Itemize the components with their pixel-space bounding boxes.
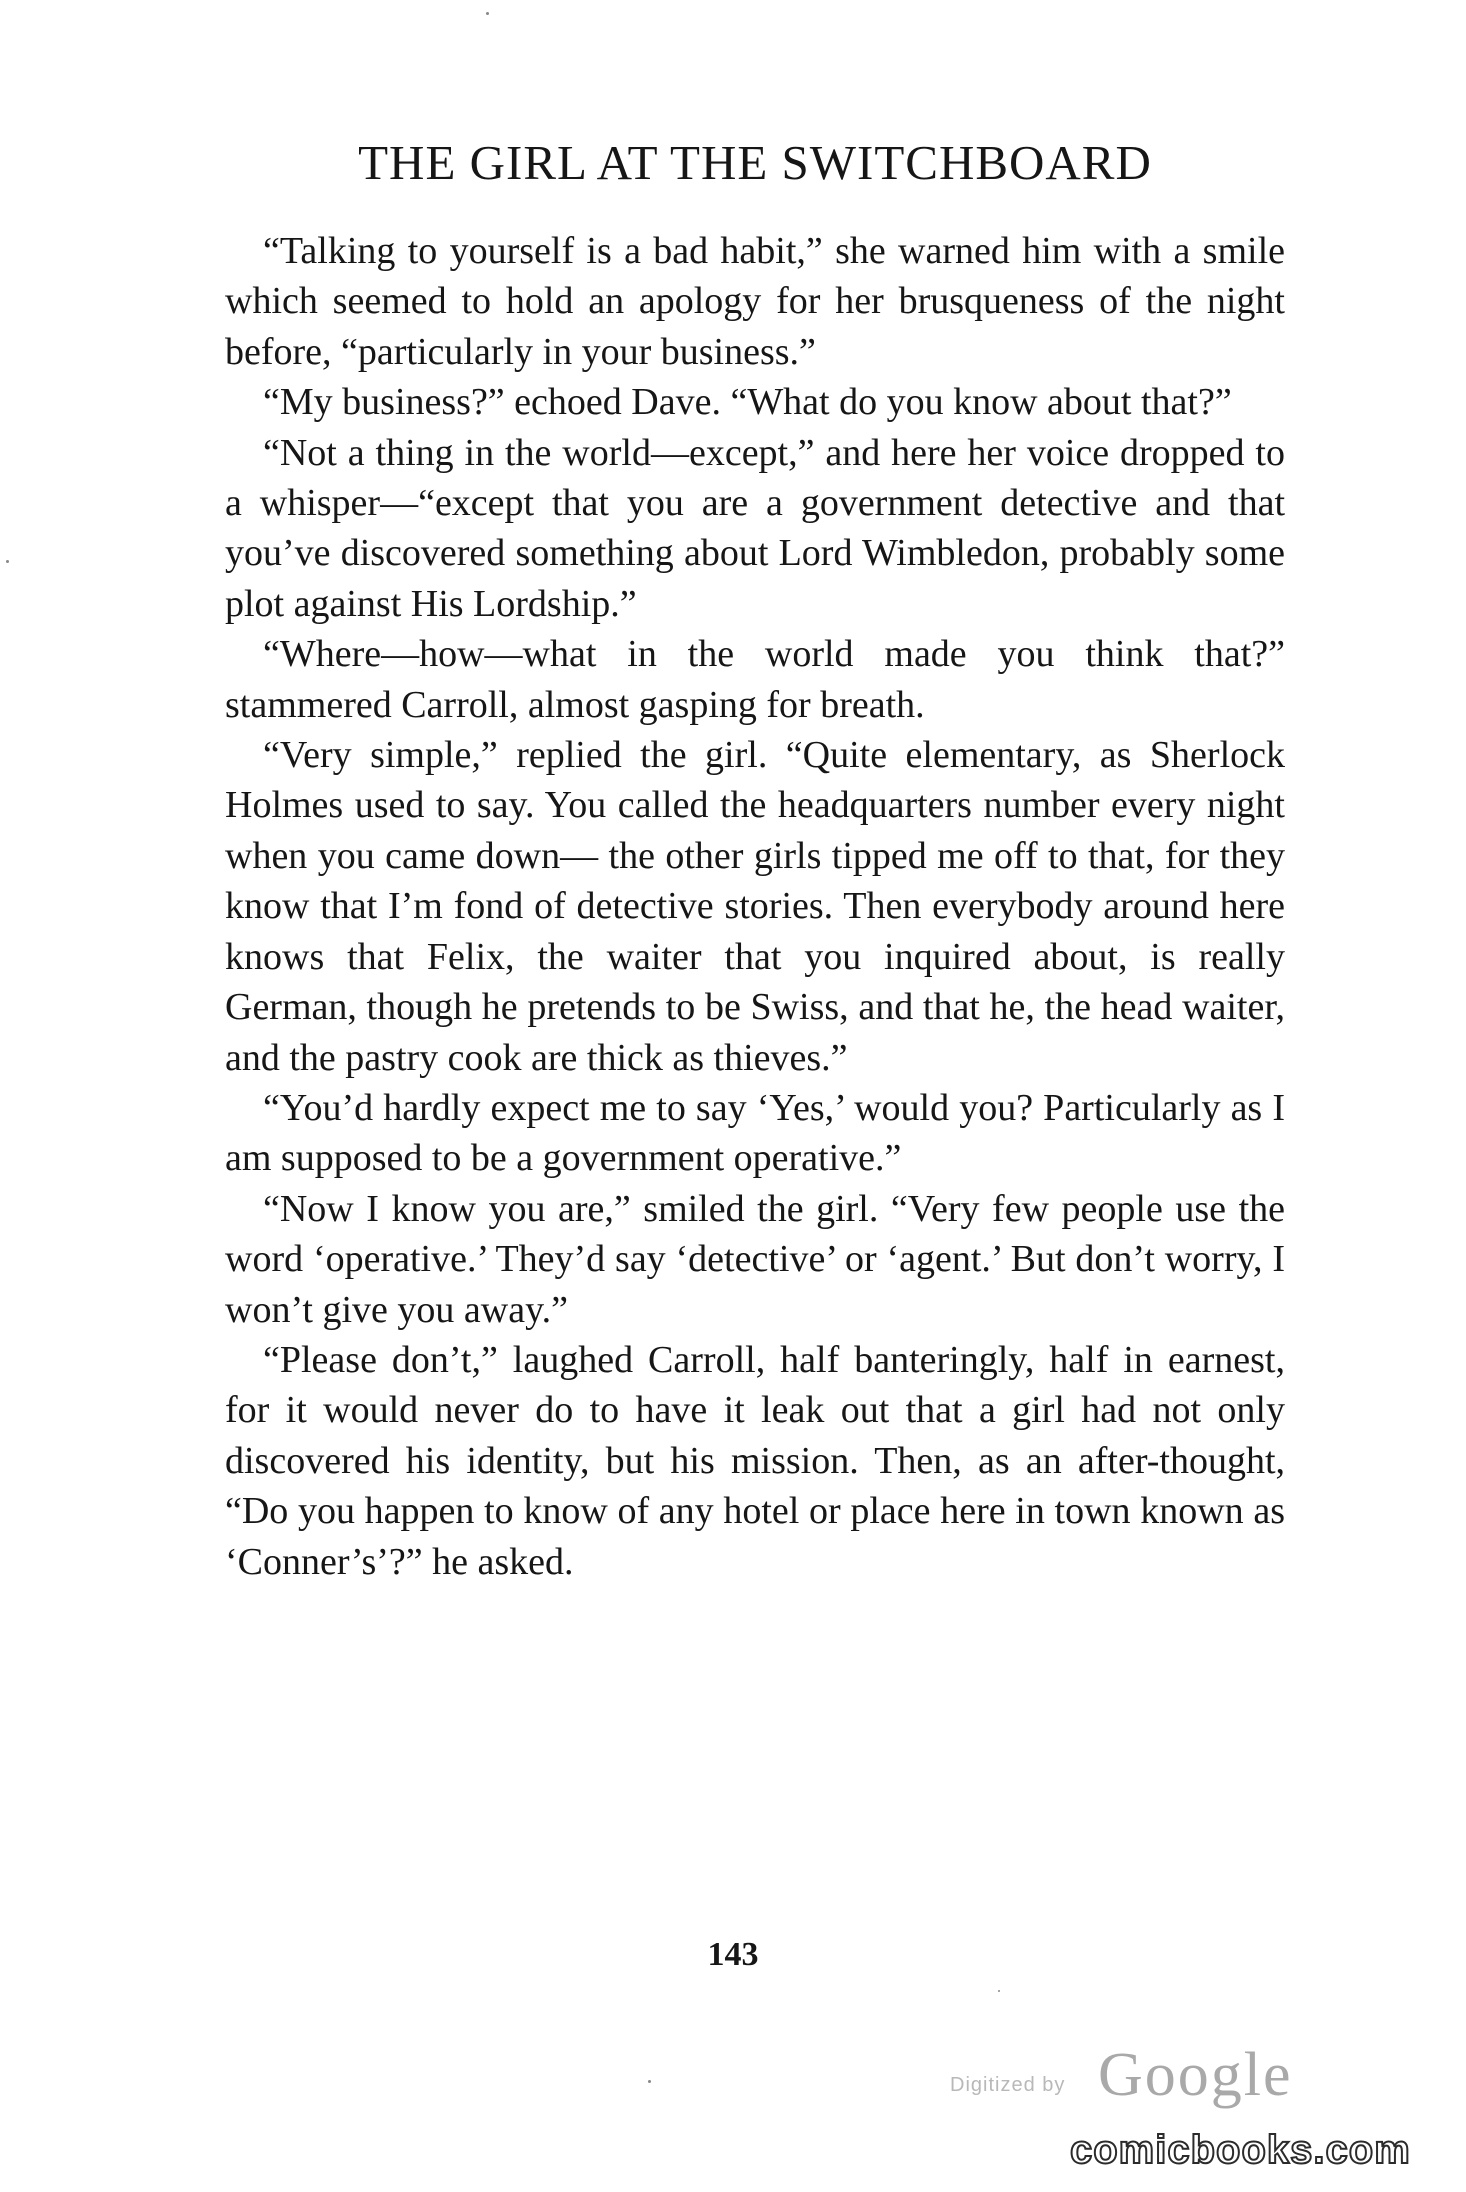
watermark-text: comicbooks.com [1070,2128,1411,2172]
digitized-by-label: Digitized by [950,2074,1066,2096]
scan-speck [6,560,9,563]
watermark [1064,2126,1444,2174]
paragraph: “Please don’t,” laughed Carroll, half banteringly, half in earnest, for it would never do to have it leak out that a girl had not only discovered his identity, but his mission. Then, as an after-thought, “Do you happen to know of any hotel or place here in town known as ‘Conner’s’?” he asked. [225,1338,1285,1583]
paragraph: “Where—how—what in the world made you think that?” stammered Carroll, almost gasping for breath. [225,633,1285,726]
scan-speck [486,12,489,15]
paragraph: “Not a thing in the world—except,” and here her voice dropped to a whisper—“except that you are a government detective and that you’ve discovered something about Lord Wimbledon, probably some plot against His Lordship.” [225,431,1285,625]
page-number: 143 [707,1936,759,1973]
paragraph: “Very simple,” replied the girl. “Quite elementary, as Sherlock Holmes used to say. You called the headquarters number every night when you came down— the other girls tipped me off to that, for they know that I’m fond of detective stories. Then everybody around here knows that Felix, the waiter that you inquired about, is really German, though he pretends to be Swiss, and that he, the head waiter, and the pastry cook are thick as thieves.” [225,734,1285,1079]
body-text [225,226,1285,1587]
running-head: THE GIRL AT THE SWITCHBOARD [358,135,1152,190]
digitized-by-stamp [950,2040,1293,2110]
paragraph: “My business?” echoed Dave. “What do you know about that?” [263,381,1232,424]
scan-speck [648,2080,651,2083]
google-logo: Google [1098,2041,1293,2109]
watermark-logo [1064,2126,1444,2174]
paragraph: “You’d hardly expect me to say ‘Yes,’ would you? Particularly as I am supposed to be a government operative.” [225,1086,1285,1180]
paragraph: “Now I know you are,” smiled the girl. “Very few people use the word ‘operative.’ They’d say ‘detective’ or ‘agent.’ But don’t worry, I won’t give you away.” [225,1187,1285,1331]
scan-speck [998,1990,1000,1992]
paragraph: “Talking to yourself is a bad habit,” she warned him with a smile which seemed to hold an apology for her brusqueness of the night before, “particularly in your business.” [225,230,1285,373]
